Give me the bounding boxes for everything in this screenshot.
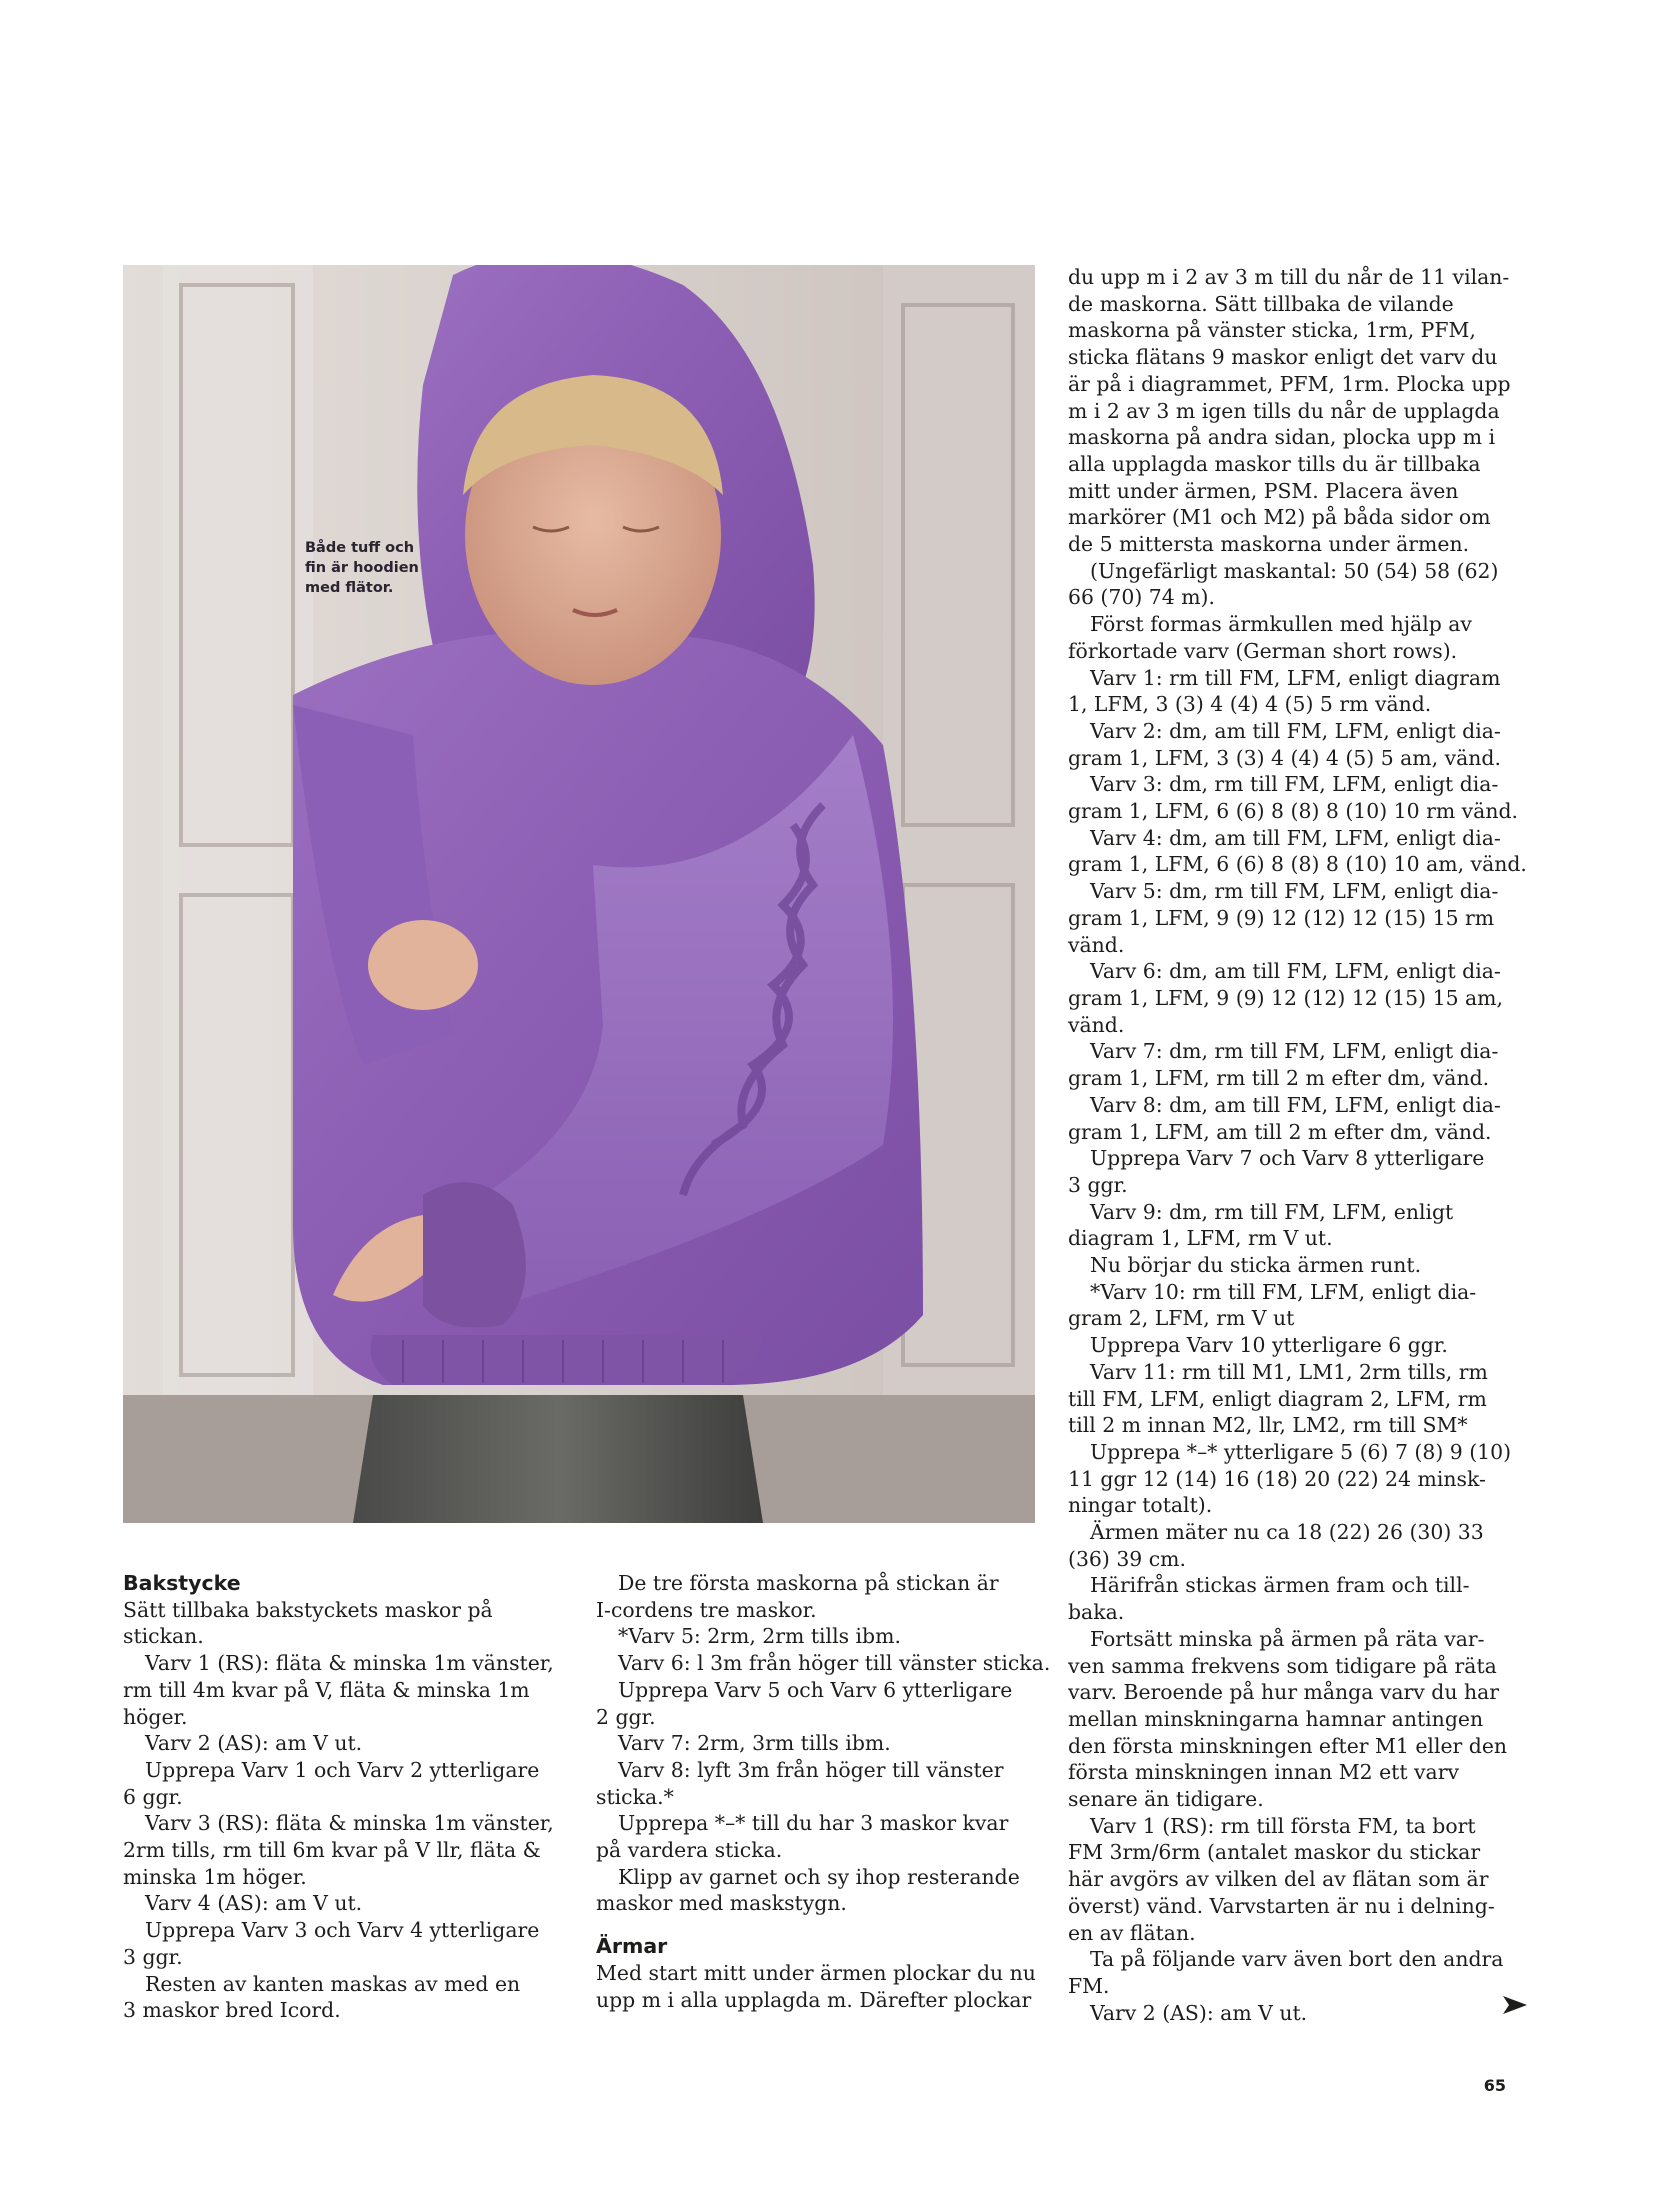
body-text-line: baka. — [1068, 1600, 1125, 1625]
body-text-line: gram 1, LFM, rm till 2 m efter dm, vänd. — [1068, 1066, 1490, 1091]
body-text-line: mellan minskningarna hamnar antingen — [1068, 1706, 1484, 1731]
body-text-line: 11 ggr 12 (14) 16 (18) 20 (22) 24 minsk- — [1068, 1466, 1486, 1491]
body-text-line: den första minskningen efter M1 eller den — [1068, 1733, 1508, 1758]
body-text-line: Varv 8: lyft 3m från höger till vänster — [618, 1757, 1004, 1782]
body-text-line: 3 ggr. — [123, 1944, 183, 1969]
body-text-line: Varv 2: dm, am till FM, LFM, enligt dia- — [1090, 718, 1501, 743]
body-text-line: Upprepa *–* ytterligare 5 (6) 7 (8) 9 (10) — [1090, 1439, 1512, 1464]
body-text-line: De tre första maskorna på stickan är — [618, 1571, 999, 1595]
body-text-line: Varv 8: dm, am till FM, LFM, enligt dia- — [1090, 1092, 1501, 1117]
body-text-line: Varv 1: rm till FM, LFM, enligt diagram — [1090, 665, 1501, 690]
body-text-line: Upprepa Varv 5 och Varv 6 ytterligare — [618, 1677, 1013, 1702]
body-text-line: Resten av kanten maskas av med en — [145, 1971, 521, 1996]
body-text-line: Upprepa Varv 7 och Varv 8 ytterligare — [1090, 1146, 1485, 1171]
body-text-line: gram 1, LFM, 3 (3) 4 (4) 4 (5) 5 am, vänd. — [1068, 745, 1501, 770]
body-text-line: I-cordens tre maskor. — [596, 1597, 817, 1622]
body-text-line: maskorna på vänster sticka, 1rm, PFM, — [1068, 318, 1476, 343]
body-text-line: Härifrån stickas ärmen fram och till- — [1090, 1573, 1470, 1598]
text-column-1 — [123, 1570, 563, 2024]
caption-line: med flätor. — [305, 580, 394, 596]
body-text-line: 1, LFM, 3 (3) 4 (4) 4 (5) 5 rm vänd. — [1068, 692, 1432, 717]
body-text-line: Varv 11: rm till M1, LM1, 2rm tills, rm — [1090, 1359, 1488, 1384]
body-text-line: gram 1, LFM, 9 (9) 12 (12) 12 (15) 15 am, — [1068, 985, 1503, 1010]
body-text-line: Varv 6: dm, am till FM, LFM, enligt dia- — [1090, 959, 1501, 984]
body-text-line: Varv 5: dm, rm till FM, LFM, enligt dia- — [1090, 879, 1499, 904]
body-text-line: 66 (70) 74 m). — [1068, 585, 1215, 610]
section-heading: Bakstycke — [123, 1571, 241, 1595]
body-text-line: gram 1, LFM, am till 2 m efter dm, vänd. — [1068, 1119, 1492, 1144]
body-text-line: 2rm tills, rm till 6m kvar på V llr, fläta & — [123, 1838, 541, 1863]
body-text-line: *Varv 5: 2rm, 2rm tills ibm. — [618, 1624, 901, 1649]
body-text-line: Varv 7: dm, rm till FM, LFM, enligt dia- — [1090, 1039, 1499, 1064]
photo-caption — [305, 538, 455, 598]
body-text-line: Ärmen mäter nu ca 18 (22) 26 (30) 33 — [1090, 1520, 1484, 1545]
body-text-line: stickan. — [123, 1624, 204, 1649]
body-text-line: Varv 7: 2rm, 3rm tills ibm. — [618, 1731, 891, 1756]
body-text-line: du upp m i 2 av 3 m till du når de 11 vilan- — [1068, 265, 1510, 289]
body-text-line: gram 1, LFM, 6 (6) 8 (8) 8 (10) 10 am, vänd. — [1068, 852, 1527, 877]
page-number: 65 — [1483, 2076, 1506, 2095]
body-text-line: Varv 6: l 3m från höger till vänster sticka. — [618, 1651, 1051, 1676]
body-text-line: Upprepa Varv 10 ytterligare 6 ggr. — [1090, 1333, 1448, 1358]
body-text-line: Varv 9: dm, rm till FM, LFM, enligt — [1090, 1199, 1454, 1224]
body-text-line: varv. Beroende på hur många varv du har — [1068, 1680, 1499, 1705]
body-text-line: FM 3rm/6rm (antalet maskor du stickar — [1068, 1840, 1481, 1865]
body-text-line: 6 ggr. — [123, 1784, 183, 1809]
body-text-line: (Ungefärligt maskantal: 50 (54) 58 (62) — [1090, 558, 1499, 583]
body-text-line: är på i diagrammet, PFM, 1rm. Plocka upp — [1068, 371, 1511, 396]
body-text-line: FM. — [1068, 1974, 1110, 1998]
body-text-line: 3 maskor bred Icord. — [123, 1998, 341, 2023]
body-text-line: Varv 3: dm, rm till FM, LFM, enligt dia- — [1090, 772, 1499, 797]
body-text-line: de 5 mittersta maskorna under ärmen. — [1068, 532, 1470, 557]
body-text-line: höger. — [123, 1704, 188, 1729]
body-text-line: maskorna på andra sidan, plocka upp m i — [1068, 425, 1496, 450]
body-text-line: ningar totalt). — [1068, 1493, 1213, 1518]
body-text-line: Nu börjar du sticka ärmen runt. — [1090, 1253, 1422, 1278]
body-text-line: Fortsätt minska på ärmen på räta var- — [1090, 1626, 1485, 1651]
body-text-line: vänd. — [1068, 932, 1125, 957]
body-text-line: vänd. — [1068, 1012, 1125, 1037]
text-column-2 — [596, 1570, 1051, 2013]
body-text-line: Med start mitt under ärmen plockar du nu — [596, 1960, 1036, 1985]
body-text-line: *Varv 10: rm till FM, LFM, enligt dia- — [1090, 1279, 1477, 1304]
body-text-line: 2 ggr. — [596, 1704, 656, 1729]
body-text-line: sticka flätans 9 maskor enligt det varv du — [1068, 345, 1498, 370]
body-text-line: Upprepa *–* till du har 3 maskor kvar — [618, 1811, 1009, 1836]
body-text-line: alla upplagda maskor tills du är tillbaka — [1068, 451, 1481, 476]
body-text-line: en av flätan. — [1068, 1920, 1196, 1945]
body-text-line: gram 2, LFM, rm V ut — [1068, 1306, 1295, 1331]
body-text-line: Varv 1 (RS): rm till första FM, ta bort — [1090, 1813, 1476, 1838]
body-text-line: Upprepa Varv 1 och Varv 2 ytterligare — [145, 1757, 540, 1782]
body-text-line: rm till 4m kvar på V, fläta & minska 1m — [123, 1677, 530, 1702]
body-text-line: på vardera sticka. — [596, 1838, 783, 1863]
body-text-line: första minskningen innan M2 ett varv — [1068, 1760, 1459, 1785]
body-text-line: Klipp av garnet och sy ihop resterande — [618, 1864, 1020, 1889]
body-text-line: diagram 1, LFM, rm V ut. — [1068, 1226, 1333, 1251]
hoodie-photo — [123, 265, 1035, 1523]
body-text-line: Varv 2 (AS): am V ut. — [145, 1731, 363, 1756]
body-text-line: gram 1, LFM, 9 (9) 12 (12) 12 (15) 15 rm — [1068, 905, 1495, 930]
body-text-line: till FM, LFM, enligt diagram 2, LFM, rm — [1068, 1386, 1487, 1411]
body-text-line: Upprepa Varv 3 och Varv 4 ytterligare — [145, 1918, 540, 1943]
body-text-line: Varv 1 (RS): fläta & minska 1m vänster, — [145, 1651, 554, 1676]
body-text-line: till 2 m innan M2, llr, LM2, rm till SM* — [1068, 1413, 1468, 1438]
body-text-line: förkortade varv (German short rows). — [1068, 638, 1458, 663]
body-text-line: Varv 4: dm, am till FM, LFM, enligt dia- — [1090, 825, 1501, 850]
section-spacer — [596, 1917, 1036, 1933]
body-text-line: Varv 2 (AS): am V ut. — [1090, 2000, 1308, 2025]
body-text-line: upp m i alla upplagda m. Därefter plockar — [596, 1987, 1032, 2012]
arrow-right-icon — [1503, 1996, 1527, 2014]
body-text-line: 3 ggr. — [1068, 1172, 1128, 1197]
caption-line: Både tuff och — [305, 540, 415, 556]
body-text-line: sticka.* — [596, 1784, 674, 1809]
section-heading: Ärmar — [596, 1934, 668, 1959]
body-text-line: Ta på följande varv även bort den andra — [1090, 1947, 1504, 1972]
body-text-line: här avgörs av vilken del av flätan som är — [1068, 1867, 1489, 1892]
body-text-line: m i 2 av 3 m igen tills du når de upplagda — [1068, 398, 1500, 423]
body-text-line: Sätt tillbaka bakstyckets maskor på — [123, 1597, 493, 1622]
body-text-line: gram 1, LFM, 6 (6) 8 (8) 8 (10) 10 rm vänd. — [1068, 799, 1519, 824]
body-text-line: Varv 3 (RS): fläta & minska 1m vänster, — [145, 1811, 554, 1836]
body-text-line: (36) 39 cm. — [1068, 1546, 1187, 1571]
body-text-line: senare än tidigare. — [1068, 1787, 1264, 1812]
body-text-line: maskor med maskstygn. — [596, 1891, 847, 1916]
body-text-line: överst) vänd. Varvstarten är nu i delning- — [1068, 1893, 1495, 1918]
text-column-3 — [1068, 264, 1527, 2026]
body-text-line: minska 1m höger. — [123, 1864, 307, 1889]
body-text-line: ven samma frekvens som tidigare på räta — [1068, 1653, 1497, 1678]
body-text-line: mitt under ärmen, PSM. Placera även — [1068, 478, 1459, 503]
body-text-line: markörer (M1 och M2) på båda sidor om — [1068, 505, 1491, 530]
body-text-line: de maskorna. Sätt tillbaka de vilande — [1068, 291, 1454, 316]
body-text-line: Först formas ärmkullen med hjälp av — [1090, 612, 1472, 637]
body-text-line: Varv 4 (AS): am V ut. — [145, 1891, 363, 1916]
caption-line: fin är hoodien — [305, 560, 419, 576]
